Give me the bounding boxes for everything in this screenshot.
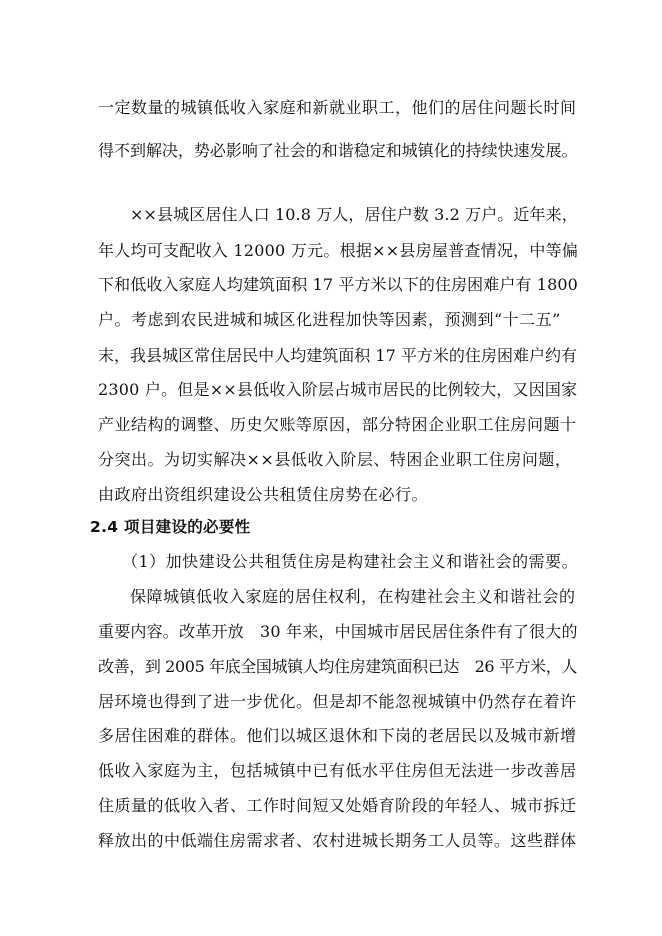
paragraph-line: 低收入家庭为主，包括城镇中已有低水平住房但无法进一步改善居 [98, 761, 577, 780]
paragraph-line: 2300 户。但是××县低收入阶层占城市居民的比例较大，又因国家 [98, 380, 578, 399]
paragraph-line: 居环境也得到了进一步优化。但是却不能忽视城镇中仍然存在着许 [98, 692, 577, 711]
paragraph-line: 分突出。为切实解决××县低收入阶层、特困企业职工住房问题， [98, 450, 572, 469]
paragraph-line: 年人均可支配收入 12000 万元。根据××县房屋普查情况，中等偏 [98, 241, 579, 260]
section-heading: 2.4 项目建设的必要性 [90, 518, 251, 536]
paragraph-line: 多居住困难的群体。他们以城区退休和下岗的老居民以及城市新增 [98, 726, 577, 745]
paragraph-line: 产业结构的调整、历史欠账等原因，部分特困企业职工住房问题十 [98, 415, 577, 434]
subsection-title: （1）加快建设公共租赁住房是构建社会主义和谐社会的需要。 [122, 552, 579, 571]
paragraph-line: 一定数量的城镇低收入家庭和新就业职工，他们的居住问题长时间 [98, 98, 577, 117]
paragraph-line: 户。考虑到农民进城和城区化进程加快等因素，预测到“十二五” [98, 310, 561, 329]
paragraph-line: 得不到解决，势必影响了社会的和谐稳定和城镇化的持续快速发展。 [98, 141, 578, 160]
paragraph-line: 保障城镇低收入家庭的居住权利，在构建社会主义和谐社会的 [130, 587, 576, 606]
paragraph-line: 释放出的中低端住房需求者、农村进城长期务工人员等。这些群体 [98, 831, 577, 850]
paragraph-line: ××县城区居住人口 10.8 万人，居住户数 3.2 万户。近年来， [130, 205, 578, 224]
paragraph-line: 末，我县城区常住居民中人均建筑面积 17 平方米的住房困难户约有 [98, 346, 578, 365]
paragraph-line: 住质量的低收入者、工作时间短又处婚育阶段的年轻人、城市拆迁 [98, 796, 577, 815]
paragraph-line: 改善，到 2005 年底全国城镇人均住房建筑面积已达 26 平方米，人 [98, 657, 577, 676]
paragraph-line: 重要内容。改革开放 30 年来，中国城市居民居住条件有了很大的 [98, 622, 578, 641]
paragraph-line: 下和低收入家庭人均建筑面积 17 平方米以下的住房困难户有 1800 [98, 275, 578, 294]
paragraph-line: 由政府出资组织建设公共租赁住房势在必行。 [98, 485, 429, 504]
